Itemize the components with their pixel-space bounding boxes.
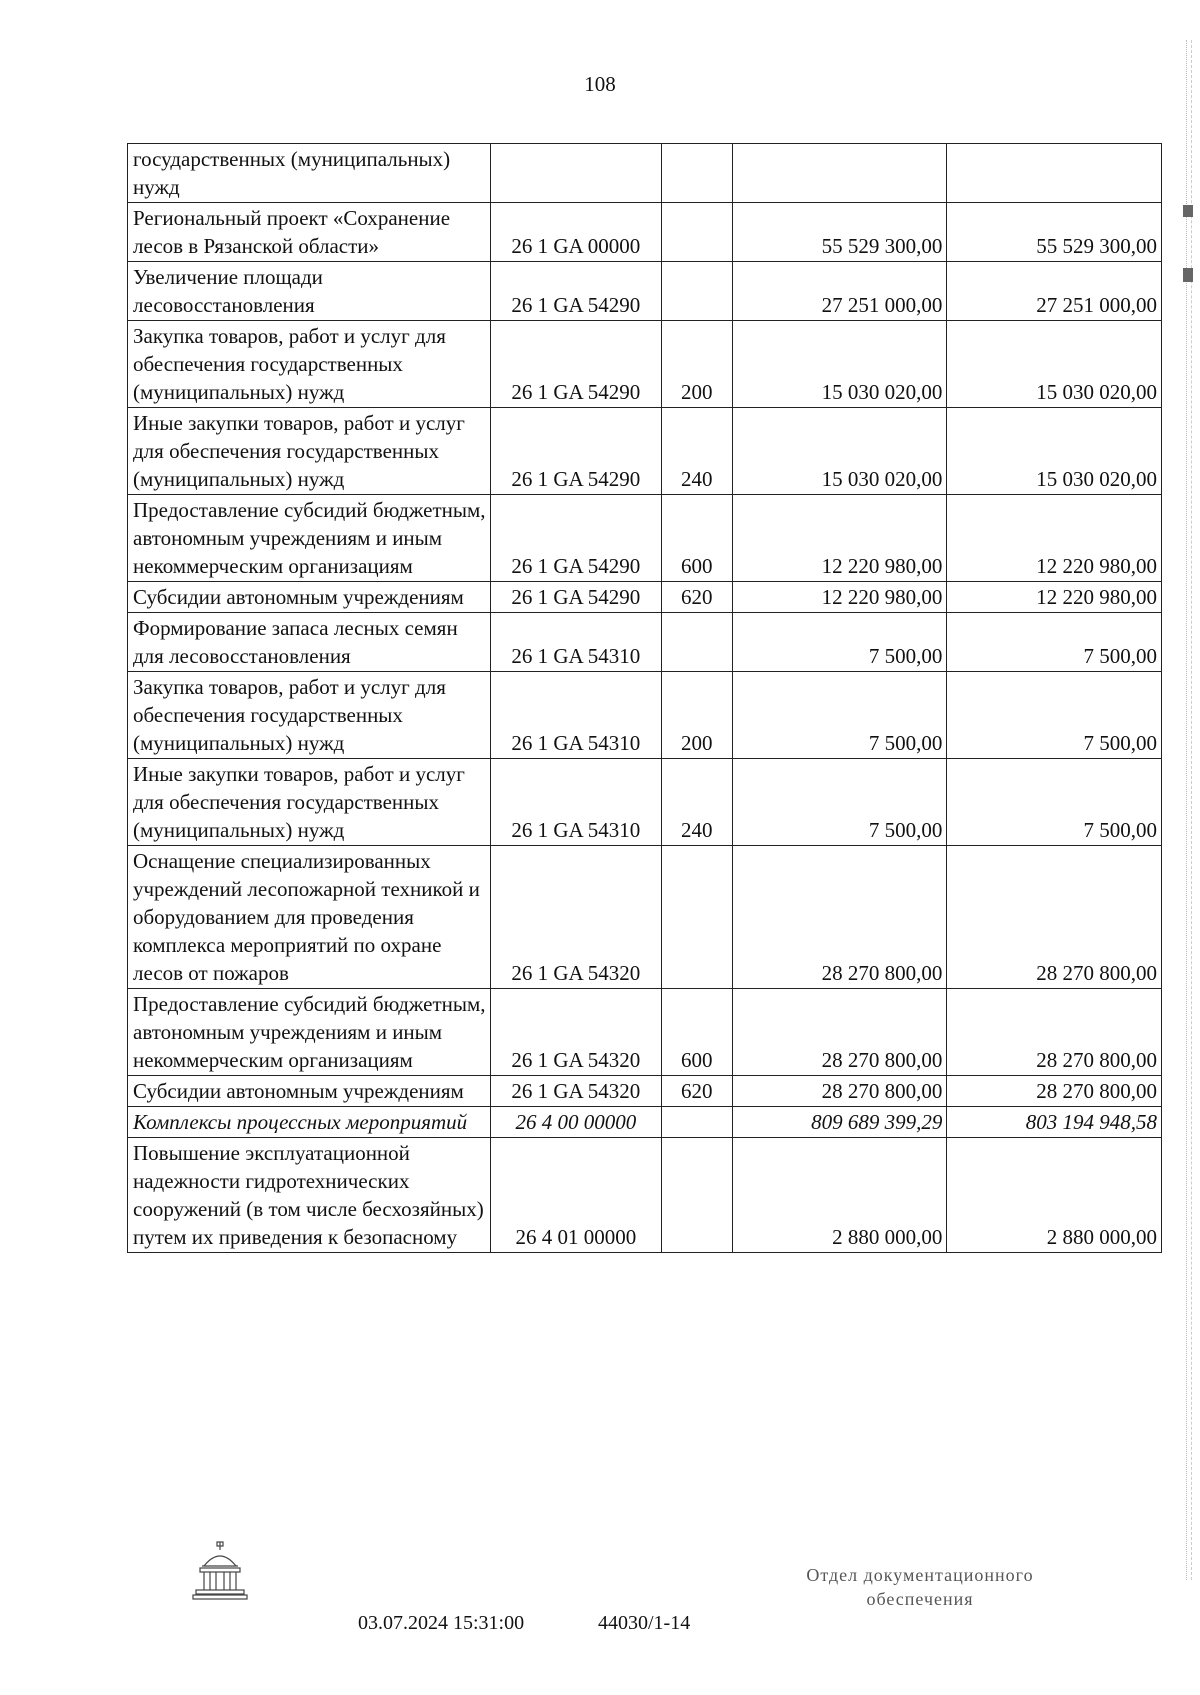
cell-amount-year-1: 12 220 980,00 <box>732 582 947 613</box>
cell-name: Региональный проект «Сохранение лесов в Рязанской области» <box>128 203 491 262</box>
cell-expense-type <box>661 1138 732 1253</box>
cell-amount-year-2: 7 500,00 <box>947 613 1162 672</box>
cell-amount-year-2: 28 270 800,00 <box>947 1076 1162 1107</box>
registration-date: 03.07.2024 15:31:00 <box>358 1612 525 1634</box>
table-row <box>128 321 1162 408</box>
cell-amount-year-1: 15 030 020,00 <box>732 408 947 495</box>
budget-table <box>127 143 1162 1253</box>
table-row <box>128 203 1162 262</box>
cell-amount-year-1: 28 270 800,00 <box>732 1076 947 1107</box>
cell-name: Предоставление субсидий бюджетным, автономным учреждениям и иным некоммерческим организациям <box>128 989 491 1076</box>
cell-amount-year-2: 28 270 800,00 <box>947 846 1162 989</box>
cell-amount-year-1: 809 689 399,29 <box>732 1107 947 1138</box>
cell-expense-type: 240 <box>661 408 732 495</box>
cell-amount-year-1: 55 529 300,00 <box>732 203 947 262</box>
cell-expense-type: 240 <box>661 759 732 846</box>
cell-amount-year-1: 7 500,00 <box>732 613 947 672</box>
cell-target-article <box>490 144 661 203</box>
cell-amount-year-1 <box>732 144 947 203</box>
cell-target-article: 26 1 GA 54310 <box>490 672 661 759</box>
cell-expense-type: 200 <box>661 672 732 759</box>
cell-target-article: 26 1 GA 54290 <box>490 262 661 321</box>
cell-name: Закупка товаров, работ и услуг для обеспечения государственных (муниципальных) нужд <box>128 672 491 759</box>
cell-amount-year-1: 28 270 800,00 <box>732 989 947 1076</box>
cell-amount-year-2: 803 194 948,58 <box>947 1107 1162 1138</box>
cell-name: Закупка товаров, работ и услуг для обеспечения государственных (муниципальных) нужд <box>128 321 491 408</box>
scan-edge-mark <box>1183 268 1193 282</box>
department-stamp <box>770 1563 1070 1611</box>
cell-target-article: 26 1 GA 54290 <box>490 582 661 613</box>
table-row <box>128 262 1162 321</box>
table-row <box>128 144 1162 203</box>
cell-target-article: 26 1 GA 54320 <box>490 846 661 989</box>
cell-target-article: 26 4 00 00000 <box>490 1107 661 1138</box>
cell-name: Увеличение площади лесовосстановления <box>128 262 491 321</box>
cell-amount-year-2: 28 270 800,00 <box>947 989 1162 1076</box>
cell-name: Предоставление субсидий бюджетным, автономным учреждениям и иным некоммерческим организациям <box>128 495 491 582</box>
cell-amount-year-2: 7 500,00 <box>947 759 1162 846</box>
cell-amount-year-2: 2 880 000,00 <box>947 1138 1162 1253</box>
cell-amount-year-2: 55 529 300,00 <box>947 203 1162 262</box>
duma-building-logo-icon <box>190 1540 250 1602</box>
cell-name: государственных (муниципальных) нужд <box>128 144 491 203</box>
cell-amount-year-1: 7 500,00 <box>732 672 947 759</box>
cell-amount-year-1: 15 030 020,00 <box>732 321 947 408</box>
cell-target-article: 26 1 GA 54320 <box>490 1076 661 1107</box>
table-row <box>128 759 1162 846</box>
scan-edge-mark <box>1183 205 1193 217</box>
cell-amount-year-1: 27 251 000,00 <box>732 262 947 321</box>
cell-amount-year-2: 27 251 000,00 <box>947 262 1162 321</box>
cell-amount-year-1: 28 270 800,00 <box>732 846 947 989</box>
page-number: 108 <box>584 72 616 96</box>
table-row <box>128 1076 1162 1107</box>
table-row <box>128 495 1162 582</box>
cell-target-article: 26 1 GA 54310 <box>490 613 661 672</box>
table-row <box>128 1138 1162 1253</box>
cell-target-article: 26 1 GA 54320 <box>490 989 661 1076</box>
cell-name: Повышение эксплуатационной надежности гидротехнических сооружений (в том числе бесхозяйных) путем их приведения к безопасному <box>128 1138 491 1253</box>
cell-target-article: 26 1 GA 54290 <box>490 495 661 582</box>
cell-expense-type <box>661 203 732 262</box>
cell-expense-type: 620 <box>661 582 732 613</box>
cell-amount-year-2: 7 500,00 <box>947 672 1162 759</box>
cell-name: Иные закупки товаров, работ и услуг для обеспечения государственных (муниципальных) нужд <box>128 408 491 495</box>
cell-target-article: 26 1 GA 54290 <box>490 321 661 408</box>
cell-target-article: 26 1 GA 54310 <box>490 759 661 846</box>
cell-amount-year-1: 12 220 980,00 <box>732 495 947 582</box>
cell-expense-type: 600 <box>661 495 732 582</box>
cell-name: Формирование запаса лесных семян для лесовосстановления <box>128 613 491 672</box>
table-row <box>128 408 1162 495</box>
cell-name: Субсидии автономным учреждениям <box>128 582 491 613</box>
cell-expense-type <box>661 1107 732 1138</box>
table-row <box>128 672 1162 759</box>
registration-number: 44030/1-14 <box>598 1612 691 1634</box>
table-row <box>128 989 1162 1076</box>
cell-expense-type: 600 <box>661 989 732 1076</box>
cell-name: Комплексы процессных мероприятий <box>128 1107 491 1138</box>
cell-amount-year-2: 12 220 980,00 <box>947 582 1162 613</box>
cell-expense-type <box>661 262 732 321</box>
cell-amount-year-2: 15 030 020,00 <box>947 408 1162 495</box>
budget-table-body <box>128 144 1162 1253</box>
stamp-line: Отдел документационного <box>806 1565 1034 1585</box>
cell-expense-type <box>661 144 732 203</box>
cell-target-article: 26 1 GA 00000 <box>490 203 661 262</box>
table-row <box>128 613 1162 672</box>
cell-name: Оснащение специализированных учреждений лесопожарной техникой и оборудованием для проведения комплекса мероприятий по охране лесов от пожаров <box>128 846 491 989</box>
table-row <box>128 1107 1162 1138</box>
cell-amount-year-1: 7 500,00 <box>732 759 947 846</box>
cell-expense-type: 620 <box>661 1076 732 1107</box>
cell-target-article: 26 1 GA 54290 <box>490 408 661 495</box>
cell-amount-year-2: 15 030 020,00 <box>947 321 1162 408</box>
table-row <box>128 582 1162 613</box>
cell-amount-year-1: 2 880 000,00 <box>732 1138 947 1253</box>
cell-amount-year-2: 12 220 980,00 <box>947 495 1162 582</box>
cell-name: Иные закупки товаров, работ и услуг для обеспечения государственных (муниципальных) нужд <box>128 759 491 846</box>
cell-expense-type <box>661 846 732 989</box>
cell-name: Субсидии автономным учреждениям <box>128 1076 491 1107</box>
cell-expense-type: 200 <box>661 321 732 408</box>
table-row <box>128 846 1162 989</box>
stamp-line: обеспечения <box>866 1589 974 1609</box>
cell-amount-year-2 <box>947 144 1162 203</box>
cell-target-article: 26 4 01 00000 <box>490 1138 661 1253</box>
cell-expense-type <box>661 613 732 672</box>
